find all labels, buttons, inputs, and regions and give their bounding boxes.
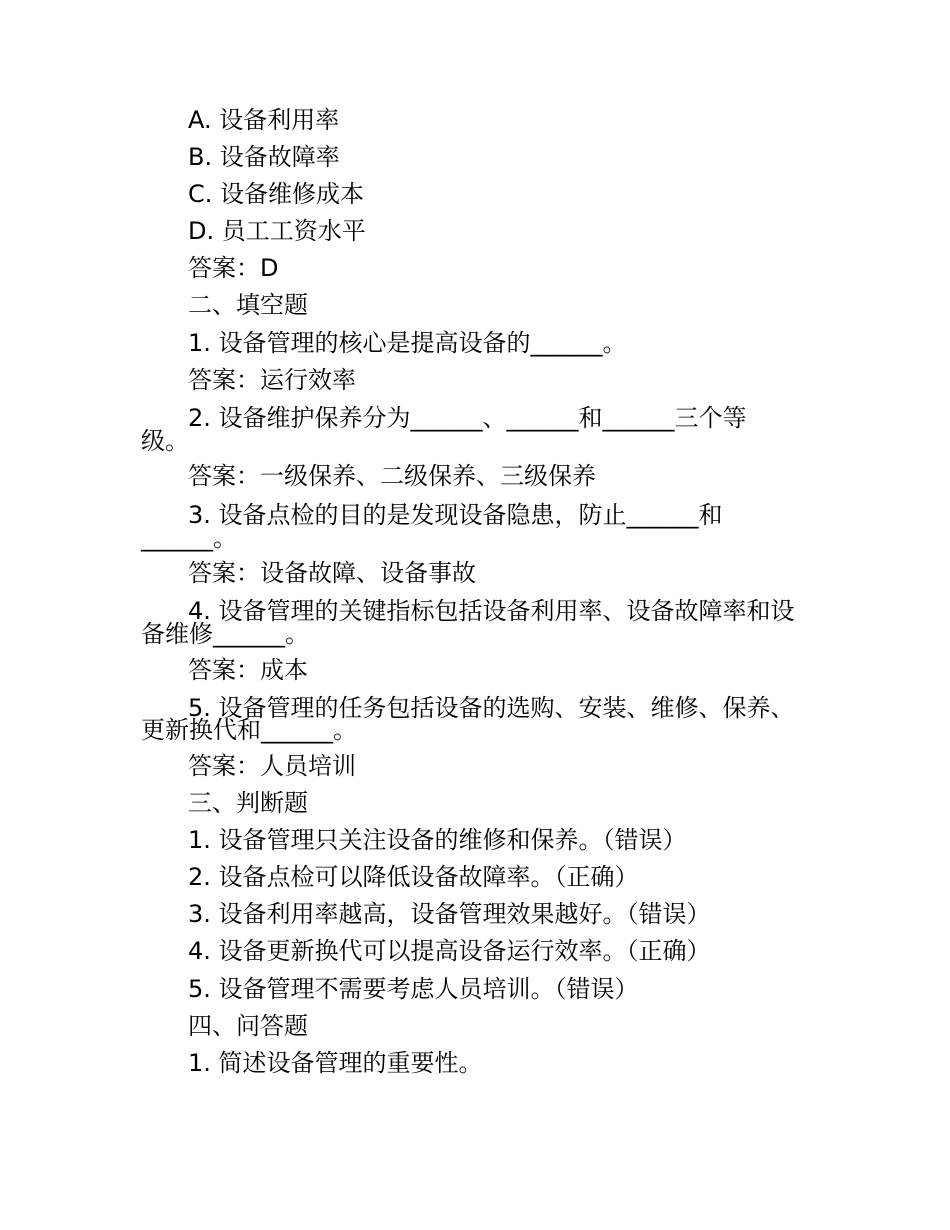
- fill-question-2-line-2: 级。: [141, 427, 189, 455]
- judge-item-2: 2. 设备点检可以降低设备故障率。（正确）: [188, 863, 639, 891]
- option-d: D. 员工工资水平: [188, 217, 366, 245]
- fill-question-5-line-2: 更新换代和______。: [141, 716, 357, 744]
- fill-section-heading: 二、填空题: [188, 291, 308, 319]
- fill-question-3-line-1: 3. 设备点检的目的是发现设备隐患，防止______和: [188, 501, 723, 529]
- judge-item-4: 4. 设备更新换代可以提高设备运行效率。（正确）: [188, 937, 711, 965]
- fill-answer-5: 答案：人员培训: [188, 752, 356, 780]
- judge-item-5: 5. 设备管理不需要考虑人员培训。（错误）: [188, 975, 639, 1003]
- judge-item-1: 1. 设备管理只关注设备的维修和保养。（错误）: [188, 826, 687, 854]
- fill-question-4-line-2: 备维修______。: [141, 620, 309, 648]
- judge-item-3: 3. 设备利用率越高，设备管理效果越好。（错误）: [188, 900, 711, 928]
- option-a: A. 设备利用率: [188, 106, 340, 134]
- fill-answer-1: 答案：运行效率: [188, 366, 356, 394]
- fill-question-5-line-1: 5. 设备管理的任务包括设备的选购、安装、维修、保养、: [188, 694, 795, 722]
- judge-section-heading: 三、判断题: [188, 789, 308, 817]
- option-c: C. 设备维修成本: [188, 180, 365, 208]
- option-b: B. 设备故障率: [188, 143, 340, 171]
- fill-question-4-line-1: 4. 设备管理的关键指标包括设备利用率、设备故障率和设: [188, 597, 795, 625]
- qa-section-heading: 四、问答题: [188, 1012, 308, 1040]
- fill-question-3-line-2: ______。: [141, 524, 237, 552]
- qa-question-1: 1. 简述设备管理的重要性。: [188, 1049, 483, 1077]
- fill-question-1: 1. 设备管理的核心是提高设备的______。: [188, 329, 627, 357]
- fill-answer-3: 答案：设备故障、设备事故: [188, 559, 476, 587]
- fill-question-2-line-1: 2. 设备维护保养分为______、______和______三个等: [188, 404, 747, 432]
- mc-answer: 答案：D: [188, 254, 279, 282]
- fill-answer-2: 答案：一级保养、二级保养、三级保养: [188, 462, 596, 490]
- fill-answer-4: 答案：成本: [188, 656, 308, 684]
